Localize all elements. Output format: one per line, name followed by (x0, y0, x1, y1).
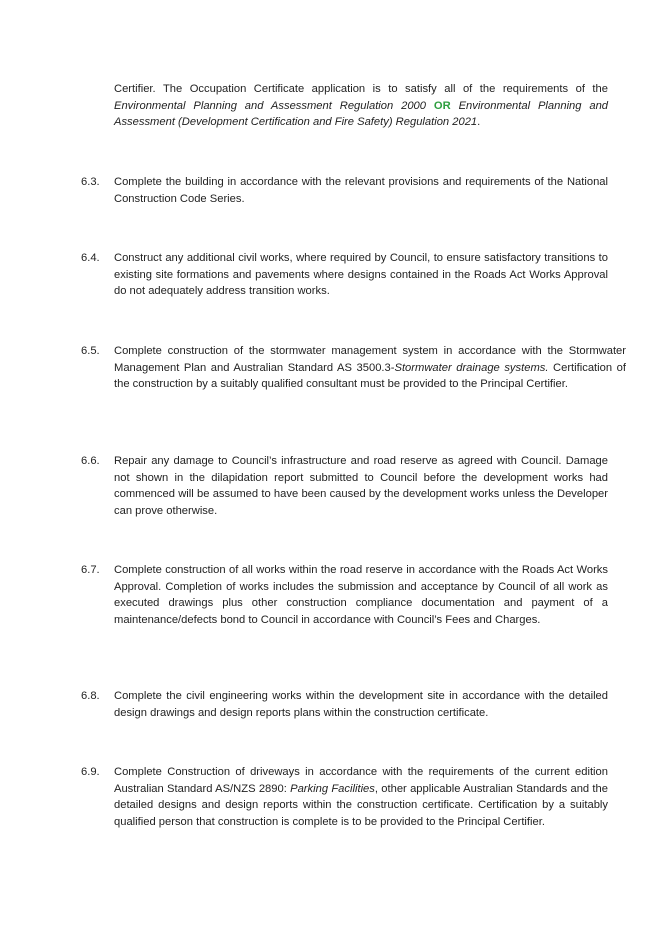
item-text (114, 764, 608, 830)
item-text-part: Certification of the construction by a suitably qualified consultant must be provided to the Principal Certifier. (114, 361, 626, 391)
standard-title: Parking Facilities (290, 782, 375, 795)
intro-end: . (477, 116, 481, 129)
intro-paragraph (114, 81, 608, 131)
item-text: Complete construction of all works within the road reserve in accordance with the Roads Act Works Approval. Completion of works includes the submission and acceptance by Council of all work as executed drawings plus other construction compliance documentation and payment of a maintenance/defects bond to Council in accordance with Council’s Fees and Charges. (114, 564, 608, 626)
item-text-part: , other applicable Australian Standards and the detailed designs and design reports within the construction certificate. Certification by a suitably qualified person that construction is complete is to be provided to the Principal Certifier. (114, 782, 608, 828)
item-text: Construct any additional civil works, where required by Council, to ensure satisfactory transitions to existing site formations and pavements where designs contained in the Roads Act Works Approval do not adequately address transition works. (114, 252, 608, 298)
item-text (114, 343, 626, 393)
item-number: 6.9. (81, 766, 100, 778)
item-number: 6.7. (81, 564, 100, 576)
item-number: 6.3. (81, 176, 100, 188)
item-number: 6.4. (81, 252, 100, 264)
standard-title: Stormwater drainage systems. (394, 361, 549, 374)
item-number: 6.6. (81, 455, 100, 467)
item-number: 6.8. (81, 690, 100, 702)
item-number: 6.5. (81, 345, 100, 357)
item-text: Complete the civil engineering works within the development site in accordance with the detailed design drawings and design reports plans within the construction certificate. (114, 690, 608, 719)
item-text: Repair any damage to Council’s infrastructure and road reserve as agreed with Council. Damage not shown in the dilapidation report submitted to Council before the development works had commenced will be assumed to have been caused by the development works unless the Developer can prove otherwise. (114, 455, 608, 517)
item-text-part: Complete construction of the stormwater management system in accordance with the Stormwater Management Plan and Australian Standard AS 3500.3- (114, 345, 626, 374)
intro-text: Certifier. The Occupation Certificate application is to satisfy all of the requirements of the (114, 83, 608, 95)
item-text: Complete the building in accordance with the relevant provisions and requirements of the National Construction Code Series. (114, 176, 608, 205)
item-text-part: Complete Construction of driveways in accordance with the requirements of the current edition Australian Standard AS/NZS 2890: (114, 766, 608, 795)
regulation-2021-title: Environmental Planning and Assessment (Development Certification and Fire Safety) Regulation 2021 (114, 99, 609, 129)
regulation-2000-title: Environmental Planning and Assessment Regulation 2000 (114, 99, 426, 112)
or-keyword: OR (433, 99, 451, 112)
